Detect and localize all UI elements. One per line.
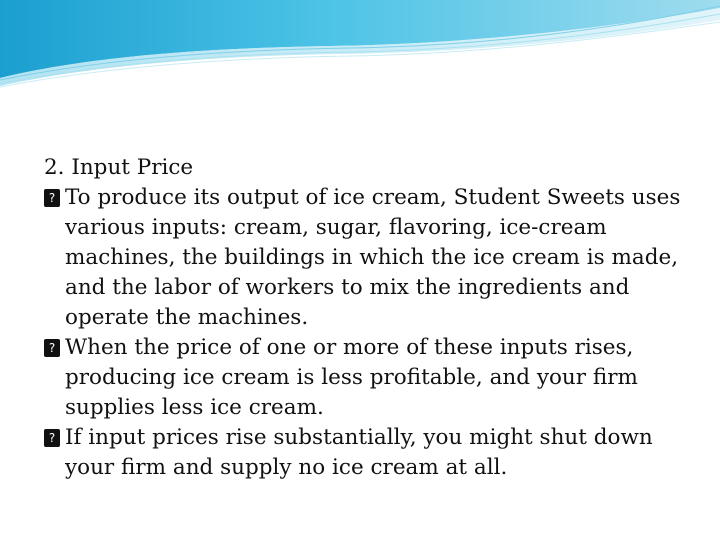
bullet-item-1 [44,183,684,333]
bullet-marker-icon: ? [44,189,60,207]
slide-heading: 2. Input Price [44,155,194,180]
bullet-marker-icon: ? [44,339,60,357]
bullet-item-2 [44,333,684,423]
bullet-text-3: If input prices rise substantially, you might shut down your firm and supply no ice cream at all. [65,425,653,480]
header-wave-decoration [0,0,720,90]
bullet-text-2: When the price of one or more of these inputs rises, producing ice cream is less profitable, and your firm supplies less ice cream. [65,335,638,420]
bullet-text-1: To produce its output of ice cream, Student Sweets uses various inputs: cream, sugar, flavoring, ice-cream machines, the buildings in which the ice cream is made, and the labor of workers to mix the ingredients and operate the machines. [65,185,681,330]
bullet-item-3 [44,423,684,483]
slide-body [44,153,684,483]
bullet-marker-icon: ? [44,429,60,447]
